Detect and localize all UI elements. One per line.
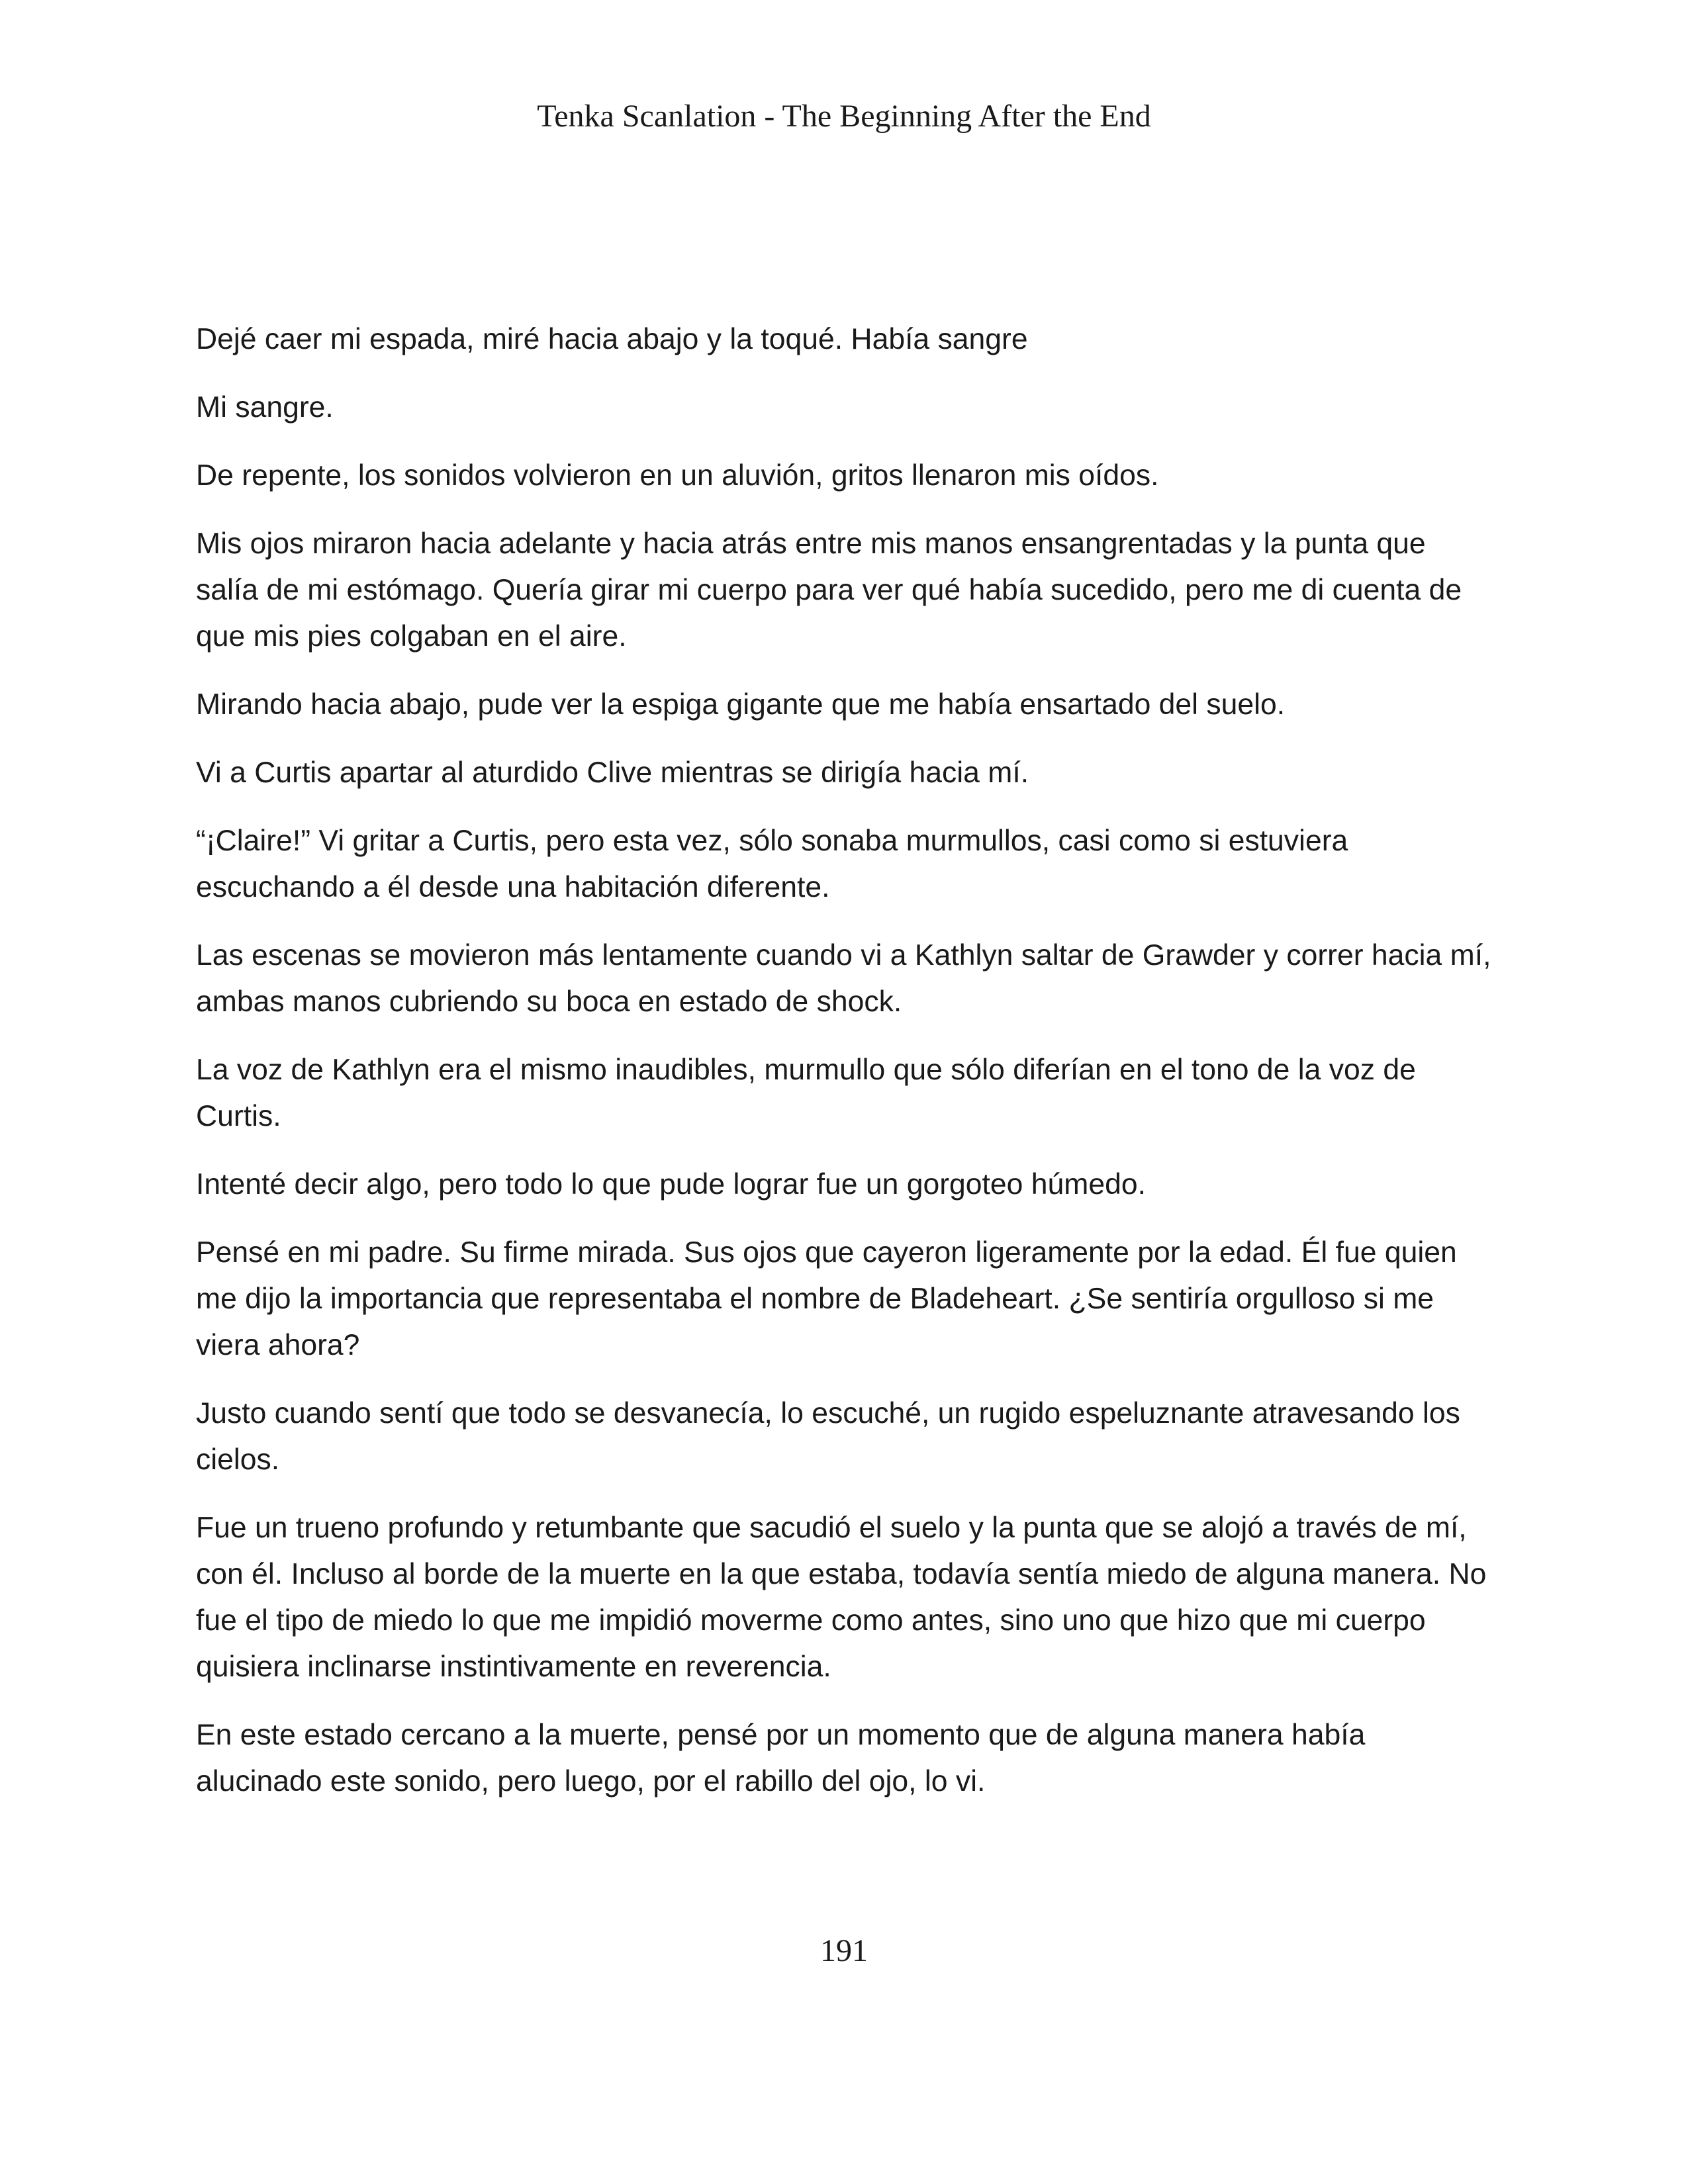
paragraph: Justo cuando sentí que todo se desvanecía, lo escuché, un rugido espeluznante atravesando los cielos. xyxy=(196,1397,1460,1476)
paragraph: Mirando hacia abajo, pude ver la espiga gigante que me había ensartado del suelo. xyxy=(196,688,1286,721)
paragraph: Mi sangre. xyxy=(196,391,334,424)
paragraph: En este estado cercano a la muerte, pensé por un momento que de alguna manera había alucinado este sonido, pero luego, por el rabillo del ojo, lo vi. xyxy=(196,1719,1366,1797)
paragraph: Dejé caer mi espada, miré hacia abajo y la toqué. Había sangre xyxy=(196,323,1028,355)
body-text xyxy=(196,316,1493,1827)
paragraph: La voz de Kathlyn era el mismo inaudibles, murmullo que sólo diferían en el tono de la voz de Curtis. xyxy=(196,1054,1416,1132)
paragraph: Vi a Curtis apartar al aturdido Clive mientras se dirigía hacia mí. xyxy=(196,756,1029,789)
paragraph: Las escenas se movieron más lentamente cuando vi a Kathlyn saltar de Grawder y correr hacia mí, ambas manos cubriendo su boca en estado de shock. xyxy=(196,939,1491,1018)
paragraph: Mis ojos miraron hacia adelante y hacia atrás entre mis manos ensangrentadas y la punta que salía de mi estómago. Quería girar mi cuerpo para ver qué había sucedido, pero me di cuenta de que mis pies colgaban en el aire. xyxy=(196,527,1462,653)
paragraph: “¡Claire!” Vi gritar a Curtis, pero esta vez, sólo sonaba murmullos, casi como si estuviera escuchando a él desde una habitación diferente. xyxy=(196,825,1348,903)
paragraph: Intenté decir algo, pero todo lo que pude lograr fue un gorgoteo húmedo. xyxy=(196,1168,1146,1201)
paragraph: De repente, los sonidos volvieron en un aluvión, gritos llenaron mis oídos. xyxy=(196,459,1159,492)
page-number: 191 xyxy=(820,1933,868,1968)
paragraph: Pensé en mi padre. Su firme mirada. Sus ojos que cayeron ligeramente por la edad. Él fue quien me dijo la importancia que representaba el nombre de Bladeheart. ¿Se sentiría orgulloso si me viera ahora? xyxy=(196,1236,1457,1361)
paragraph: Fue un trueno profundo y retumbante que sacudió el suelo y la punta que se alojó a través de mí, con él. Incluso al borde de la muerte en la que estaba, todavía sentía miedo de alguna manera. No fue el tipo de miedo lo que me impidió moverme como antes, sino uno que hizo que mi cuerpo quisiera inclinarse instintivamente en reverencia. xyxy=(196,1512,1487,1683)
running-header: Tenka Scanlation - The Beginning After the End xyxy=(537,99,1151,134)
